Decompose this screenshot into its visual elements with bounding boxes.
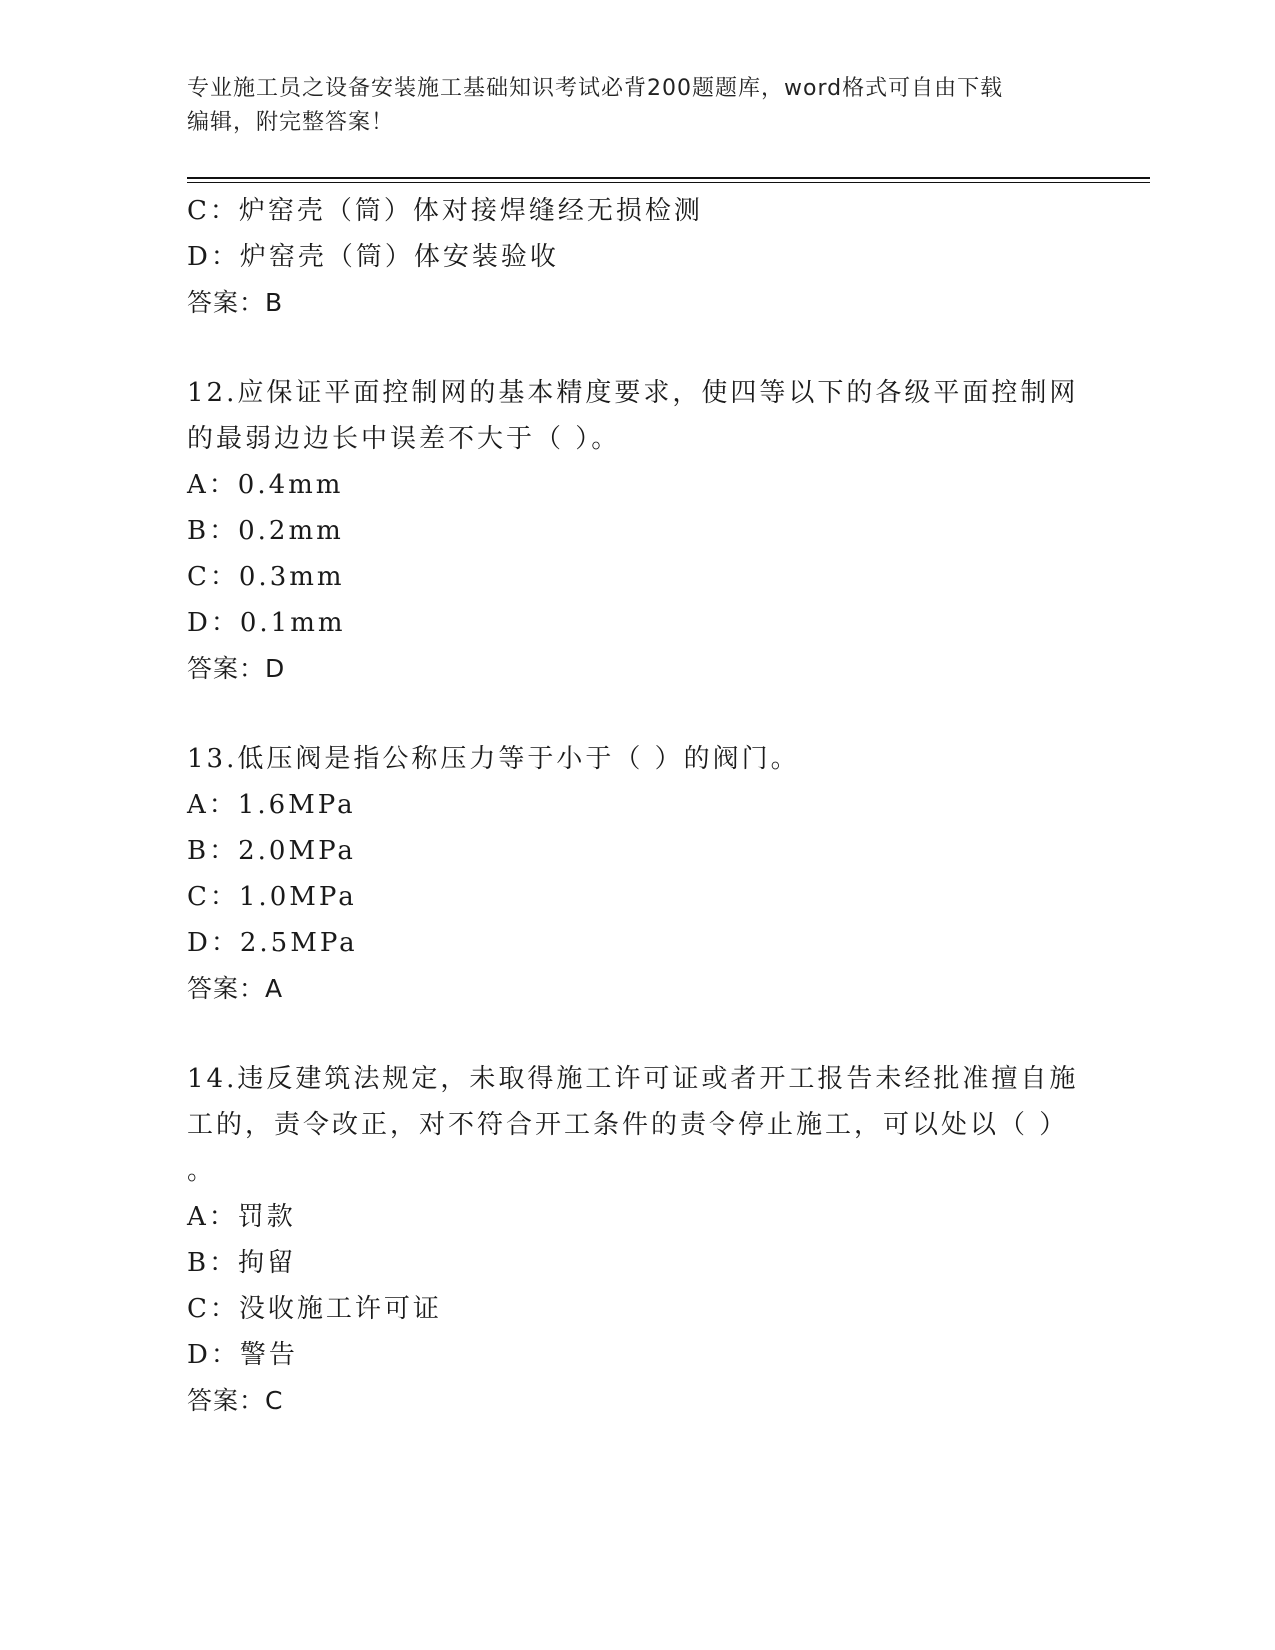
header-rule-thick: [187, 177, 1150, 179]
option-c: C：没收施工许可证: [187, 1294, 442, 1324]
option-a: A：1.6MPa: [187, 790, 356, 820]
header-line-2: 编辑，附完整答案！: [187, 110, 395, 135]
option-d: D：炉窑壳（筒）体安装验收: [187, 242, 559, 272]
header-rule-thin: [187, 182, 1150, 183]
question-text-line: 工的，责令改正，对不符合开工条件的责令停止施工，可以处以（ ）: [187, 1110, 1069, 1140]
question-text-line: 。: [187, 1156, 217, 1186]
question-text-line: 14.违反建筑法规定，未取得施工许可证或者开工报告未经批准擅自施: [187, 1064, 1079, 1094]
header-line-1: 专业施工员之设备安装施工基础知识考试必背200题题库，word格式可自由下载: [187, 76, 1004, 101]
option-b: B：0.2mm: [187, 516, 344, 546]
document-body: [187, 188, 1087, 1424]
answer: 答案：D: [187, 654, 286, 683]
option-c: C：0.3mm: [187, 562, 345, 592]
question-11-continued: [187, 188, 1087, 326]
question-14: [187, 1056, 1087, 1424]
option-a: A：罚款: [187, 1202, 296, 1232]
answer: 答案：A: [187, 974, 284, 1003]
option-d: D：2.5MPa: [187, 928, 358, 958]
option-b: B：拘留: [187, 1248, 297, 1278]
option-d: D：0.1mm: [187, 608, 346, 638]
option-c: C：炉窑壳（筒）体对接焊缝经无损检测: [187, 196, 703, 226]
question-13: [187, 736, 1087, 1012]
spacer: [187, 326, 1087, 370]
question-text-line: 12.应保证平面控制网的基本精度要求，使四等以下的各级平面控制网: [187, 378, 1079, 408]
option-a: A：0.4mm: [187, 470, 344, 500]
option-d: D：警告: [187, 1340, 298, 1370]
answer: 答案：C: [187, 1386, 284, 1415]
question-12: [187, 370, 1087, 692]
question-text-line: 的最弱边边长中误差不大于（ ）。: [187, 424, 621, 454]
spacer: [187, 1012, 1087, 1056]
document-header: [187, 72, 1087, 140]
answer: 答案：B: [187, 288, 284, 317]
option-c: C：1.0MPa: [187, 882, 357, 912]
question-text-line: 13.低压阀是指公称压力等于小于（ ）的阀门。: [187, 744, 800, 774]
option-b: B：2.0MPa: [187, 836, 356, 866]
spacer: [187, 692, 1087, 736]
